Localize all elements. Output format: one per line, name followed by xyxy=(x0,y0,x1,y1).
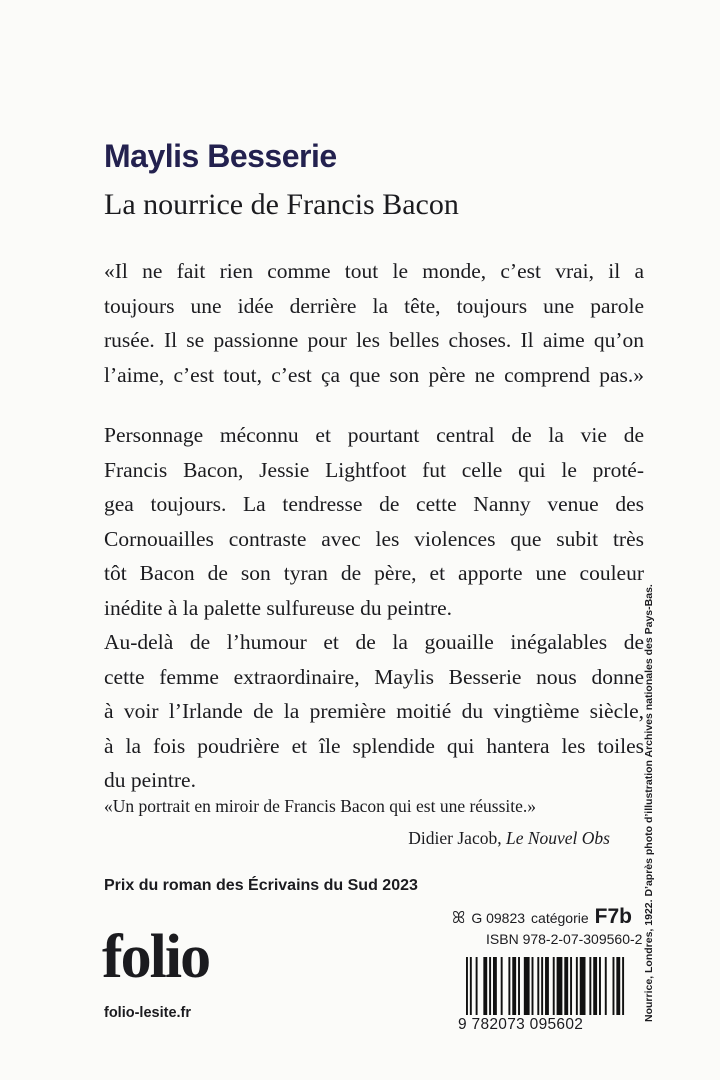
barcode-bar xyxy=(593,957,597,1015)
publisher-logo: folio xyxy=(102,923,210,991)
barcode-bar xyxy=(580,957,586,1015)
description-line: cette femme extraordinaire, Maylis Besserie nous donne xyxy=(104,664,644,689)
description-line: tôt Bacon de son tyran de père, et apporte une couleur xyxy=(104,561,644,585)
barcode-bar xyxy=(589,957,591,1015)
description-line: à la fois poudrière et île splendide qui hantera les toiles xyxy=(104,733,644,758)
barcode-bar xyxy=(616,957,620,1015)
barcode-bar xyxy=(470,957,472,1015)
barcode-bar xyxy=(537,957,539,1015)
barcode-bar xyxy=(476,957,478,1015)
barcode-bar xyxy=(483,957,487,1015)
description-line: gea toujours. La tendresse de cette Nanny venue des xyxy=(104,492,644,516)
review-quote: «Un portrait en miroir de Francis Bacon qui est une réussite.» xyxy=(104,796,537,816)
barcode-bar xyxy=(605,957,607,1015)
image-credit: Nourrice, Londres, 1922. D’après photo d’illustration Archives nationales des Pays-Bas. xyxy=(643,584,655,1022)
description-line: Cornouailles contraste avec les violences que subit très xyxy=(104,526,644,551)
barcode-bar xyxy=(622,957,624,1015)
quote-line: rusée. Il se passionne pour les belles choses. Il aime qu’on xyxy=(104,328,644,352)
barcode-bar xyxy=(613,957,615,1015)
barcode-bar xyxy=(518,957,520,1015)
barcode-bar xyxy=(524,957,530,1015)
quote-line: l’aime, c’est tout, c’est ça que son père ne comprend pas.» xyxy=(104,362,644,387)
barcode-bar xyxy=(553,957,555,1015)
product-code: G 09823 xyxy=(471,910,526,926)
author-name: Maylis Besserie xyxy=(104,138,337,174)
review-author: Didier Jacob, xyxy=(408,828,502,848)
excerpt-quote xyxy=(104,254,644,392)
barcode-bar xyxy=(564,957,568,1015)
barcode-bar xyxy=(545,957,549,1015)
barcode xyxy=(466,957,626,1015)
description-line: Au-delà de l’humour et de la gouaille inégalables de xyxy=(104,630,644,654)
category-label: catégorie xyxy=(531,910,589,926)
prize-label: Prix du roman des Écrivains du Sud 2023 xyxy=(104,877,418,894)
description-line: inédite à la palette sulfureuse du peintre. xyxy=(104,595,453,620)
barcode-bar xyxy=(570,957,572,1015)
book-title: La nourrice de Francis Bacon xyxy=(104,188,459,221)
description xyxy=(104,418,644,798)
barcode-bar xyxy=(501,957,503,1015)
review-publication: Le Nouvel Obs xyxy=(505,828,610,848)
quote-line: «Il ne fait rien comme tout le monde, c’est vrai, il a xyxy=(104,259,644,283)
barcode-bar xyxy=(576,957,578,1015)
barcode-bar xyxy=(493,957,497,1015)
barcode-bar xyxy=(532,957,534,1015)
barcode-bar xyxy=(599,957,601,1015)
description-line: du peintre. xyxy=(104,768,196,792)
publisher-website: folio-lesite.fr xyxy=(104,1005,192,1021)
review-credit xyxy=(408,828,610,849)
quote-line: toujours une idée derrière la tête, toujours une parole xyxy=(104,293,644,318)
barcode-digits: 9 782073 095602 xyxy=(458,1016,584,1033)
folio-squiggle-icon: ꕤ xyxy=(452,910,466,927)
barcode-bar xyxy=(466,957,468,1015)
description-line: Personnage méconnu et pourtant central de la vie de xyxy=(104,423,644,447)
description-line: Francis Bacon, Jessie Lightfoot fut celle qui le proté- xyxy=(104,457,644,482)
barcode-bar xyxy=(508,957,510,1015)
category-code: F7b xyxy=(594,905,632,928)
barcode-bar xyxy=(557,957,563,1015)
barcode-bar xyxy=(541,957,543,1015)
isbn: ISBN 978-2-07-309560-2 xyxy=(486,931,643,947)
barcode-bar xyxy=(512,957,516,1015)
description-line: à voir l’Irlande de la première moitié du vingtième siècle, xyxy=(104,699,644,723)
product-code-line xyxy=(452,905,632,929)
barcode-bar xyxy=(489,957,491,1015)
